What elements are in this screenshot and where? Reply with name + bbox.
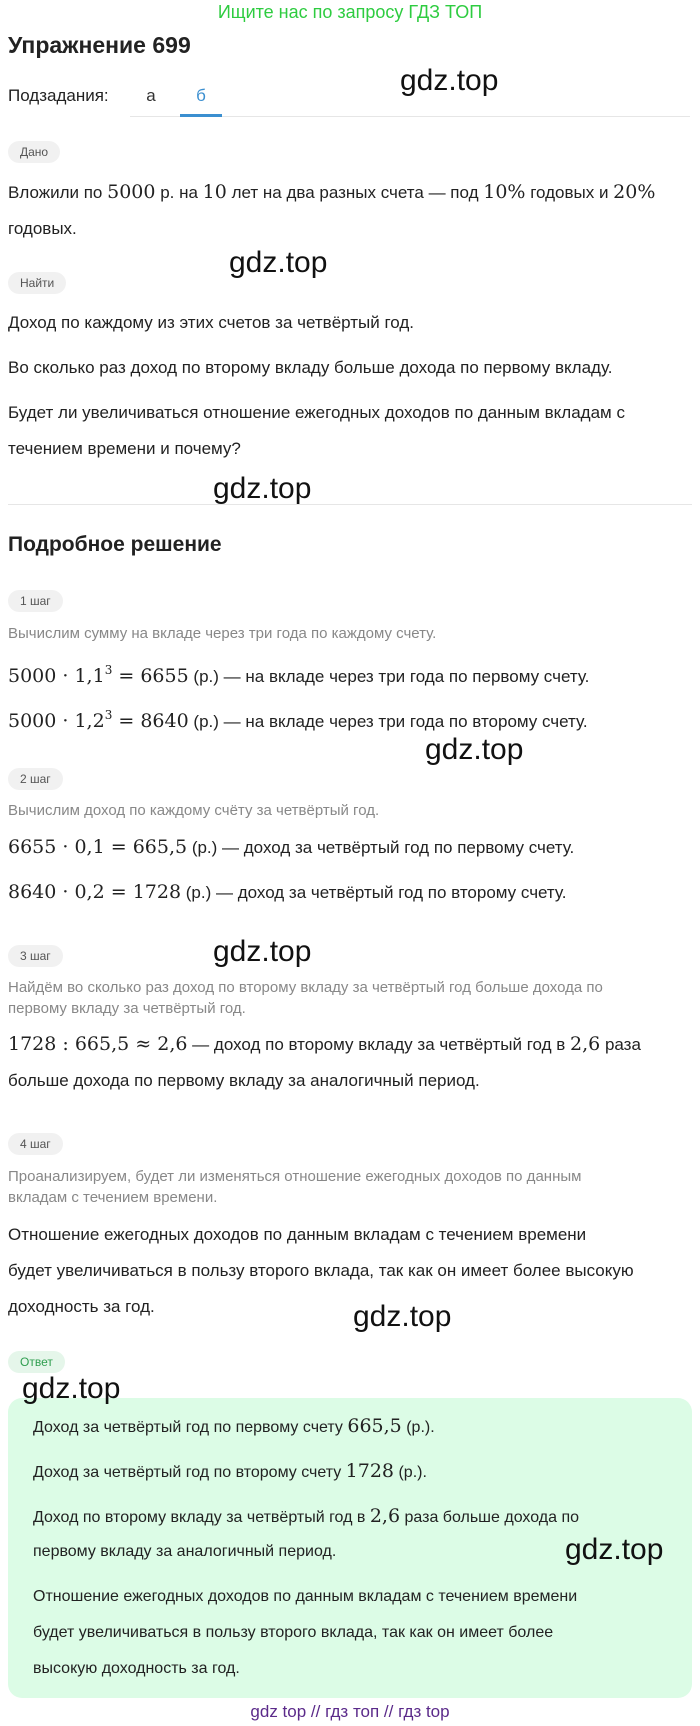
step-2-line-2 xyxy=(8,873,692,912)
step-1-line-2 xyxy=(8,696,692,741)
answer-chip: Ответ xyxy=(8,1351,65,1373)
math: 1728 : 665,5 ≈ 2,6 xyxy=(8,1033,188,1055)
step-4-line: будет увеличиваться в пользу второго вклада, так как он имеет более высокую xyxy=(8,1261,634,1280)
step-3-line-2: больше дохода по первому вкладу за аналогичный период. xyxy=(8,1071,480,1090)
given-part: годовых и xyxy=(525,183,614,202)
given-part: Вложили по xyxy=(8,183,108,202)
math-exponent: 3 xyxy=(104,708,113,722)
math: 2,6 xyxy=(570,1033,601,1055)
answer-text: Доход за четвёртый год по второму счету xyxy=(33,1464,346,1481)
step-text: (р.) — доход за четвёртый год по первому счету. xyxy=(187,838,575,857)
given-text-cont: годовых. xyxy=(8,219,77,238)
answer-text: (р.). xyxy=(401,1419,435,1436)
given-part: р. на xyxy=(155,183,203,202)
find-line: Во сколько раз доход по второму вкладу больше дохода по первому вкладу. xyxy=(8,358,613,377)
step-3-note: первому вкладу за четвёртый год. xyxy=(8,1000,246,1017)
find-chip: Найти xyxy=(8,272,66,294)
step-text: раза xyxy=(600,1035,641,1054)
given-math: 10 xyxy=(202,181,227,203)
given-part: лет на два разных счета — под xyxy=(226,183,484,202)
math: = 6655 xyxy=(112,665,189,687)
step-4-note: Проанализируем, будет ли изменяться отношение ежегодных доходов по данным xyxy=(8,1168,582,1185)
math: 1728 xyxy=(345,1460,395,1482)
page-title: Упражнение 699 xyxy=(8,32,191,58)
find-line: течением времени и почему? xyxy=(8,439,241,458)
given-math: 20% xyxy=(613,181,656,203)
step-4-note: вкладам с течением времени. xyxy=(8,1189,218,1206)
step-1-note: Вычислим сумму на вкладе через три года по каждому счету. xyxy=(8,625,437,642)
step-4-line: доходность за год. xyxy=(8,1297,155,1316)
solution-heading: Подробное решение xyxy=(8,533,222,556)
answer-line-4: будет увеличиваться в пользу второго вклада, так как он имеет более xyxy=(33,1624,554,1641)
answer-text: (р.). xyxy=(394,1464,427,1481)
watermark: gdz.top xyxy=(353,1300,452,1333)
watermark: gdz.top xyxy=(213,472,312,505)
math-exponent: 3 xyxy=(104,663,113,677)
answer-line-3b: первому вкладу за аналогичный период. xyxy=(33,1543,337,1560)
given-text xyxy=(8,173,692,212)
tab-a[interactable]: а xyxy=(146,86,156,105)
answer-line-1 xyxy=(33,1408,673,1446)
step-2-chip: 2 шаг xyxy=(8,768,63,790)
math: 2,6 xyxy=(369,1505,401,1527)
step-text: — доход по второму вкладу за четвёртый год в xyxy=(187,1035,570,1054)
answer-text: Доход за четвёртый год по первому счету xyxy=(33,1419,348,1436)
given-chip: Дано xyxy=(8,141,60,163)
math: 6655 · 0,1 = 665,5 xyxy=(8,836,188,858)
step-1-chip: 1 шаг xyxy=(8,590,63,612)
math: 5000 · 1,1 xyxy=(8,665,105,687)
answer-line-3 xyxy=(33,1498,673,1536)
math: 665,5 xyxy=(347,1415,402,1437)
answer-text: раза больше дохода по xyxy=(400,1509,580,1526)
math: 8640 · 0,2 = 1728 xyxy=(8,881,182,903)
step-4-line: Отношение ежегодных доходов по данным вкладам с течением времени xyxy=(8,1225,587,1244)
watermark: gdz.top xyxy=(22,1372,121,1405)
step-text: (р.) — доход за четвёртый год по второму счету. xyxy=(181,883,567,902)
math: = 8640 xyxy=(112,710,189,732)
step-3-chip: 3 шаг xyxy=(8,945,63,967)
answer-line-4: Отношение ежегодных доходов по данным вкладам с течением времени xyxy=(33,1588,578,1605)
step-text: (р.) — на вкладе через три года по второму счету. xyxy=(188,712,588,731)
answer-text: Доход по второму вкладу за четвёртый год в xyxy=(33,1509,370,1526)
watermark: gdz.top xyxy=(400,64,499,97)
answer-line-4: высокую доходность за год. xyxy=(33,1660,240,1677)
step-text: (р.) — на вкладе через три года по первому счету. xyxy=(188,667,590,686)
footer: gdz top // гдз топ // гдз top xyxy=(250,1702,450,1721)
step-2-note: Вычислим доход по каждому счёту за четвёртый год. xyxy=(8,802,380,819)
watermark: gdz.top xyxy=(425,733,524,766)
step-4-chip: 4 шаг xyxy=(8,1133,63,1155)
tab-b[interactable]: б xyxy=(180,78,222,117)
watermark: gdz.top xyxy=(213,935,312,968)
given-math: 5000 xyxy=(107,181,156,203)
step-1-line-1 xyxy=(8,651,692,696)
answer-line-2 xyxy=(33,1453,673,1491)
step-3-note: Найдём во сколько раз доход по второму вкладу за четвёртый год больше дохода по xyxy=(8,979,603,996)
watermark: gdz.top xyxy=(229,246,328,279)
given-math: 10% xyxy=(483,181,526,203)
divider xyxy=(8,504,692,505)
math: 5000 · 1,2 xyxy=(8,710,105,732)
step-3-line-1 xyxy=(8,1025,692,1064)
subtasks-label: Подзадания: xyxy=(8,86,109,105)
find-line: Будет ли увеличиваться отношение ежегодных доходов по данным вкладам с xyxy=(8,403,625,422)
search-banner: Ищите нас по запросу ГДЗ ТОП xyxy=(217,2,483,22)
find-line: Доход по каждому из этих счетов за четвёртый год. xyxy=(8,313,415,332)
step-2-line-1 xyxy=(8,828,692,867)
watermark: gdz.top xyxy=(565,1533,664,1566)
